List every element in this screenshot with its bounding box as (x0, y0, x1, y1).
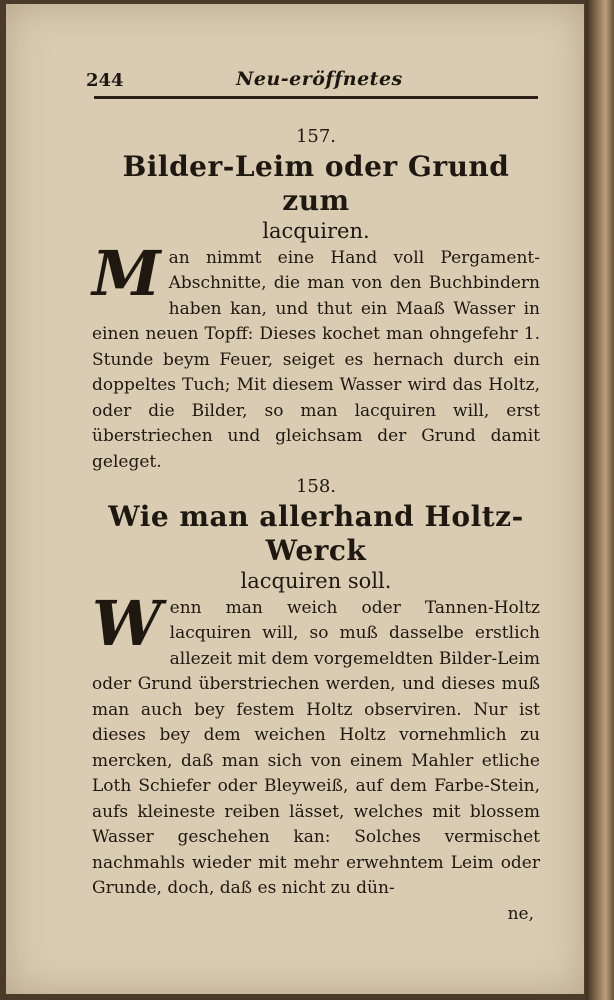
drop-cap: M (92, 236, 161, 310)
section-body (92, 236, 540, 476)
page-number: 244 (86, 70, 124, 91)
drop-cap: W (92, 586, 162, 660)
header-rule (94, 96, 538, 99)
body-text: enn man weich oder Tannen-Holtz lacquiren will, so muß dasselbe erstlich allezeit mit dem vorgemeldten Bilder-Leim oder Grund überstriechen werden, und dieses muß man auch bey festem Holtz observiren. Nur ist dieses bey dem weichen Holtz vornehmlich zu mercken, daß man sich von einem Mahler etliche Loth Schiefer oder Bleyweiß, auf dem Farbe-Stein, aufs kleineste reiben lässet, welches mit blossem Wasser geschehen kan: Solches vermischet nachmahls wieder mit mehr erwehntem Leim oder Grunde, doch, daß es nicht zu dün- (92, 597, 540, 898)
section-number: 158. (295, 476, 337, 497)
section-158 (92, 474, 540, 927)
section-number: 157. (295, 126, 337, 147)
section-157 (92, 124, 540, 475)
section-title: Bilder-Leim oder Grund zum (122, 149, 510, 217)
section-subtitle: lacquiren. (262, 218, 370, 243)
running-title: Neu-eröffnetes (236, 68, 403, 90)
section-body (92, 586, 540, 902)
body-text: an nimmt eine Hand voll Pergament-Abschnitte, die man von den Buchbindern haben kan, und thut ein Maaß Wasser in einen neuen Topff: Dieses kochet man ohngefehr 1. Stunde beym Feuer, seiget es hernach durch ein doppeltes Tuch; Mit diesem Wasser wird das Holtz, oder die Bilder, so man lacquiren will, erst überstriechen und gleichsam der Grund damit geleget. (92, 247, 540, 472)
section-title: Wie man allerhand Holtz-Werck (108, 499, 524, 567)
section-subtitle: lacquiren soll. (240, 568, 392, 593)
book-spine (586, 0, 614, 1000)
book-page (6, 4, 584, 994)
catchword: ne, (507, 903, 534, 924)
page-header (86, 64, 541, 98)
